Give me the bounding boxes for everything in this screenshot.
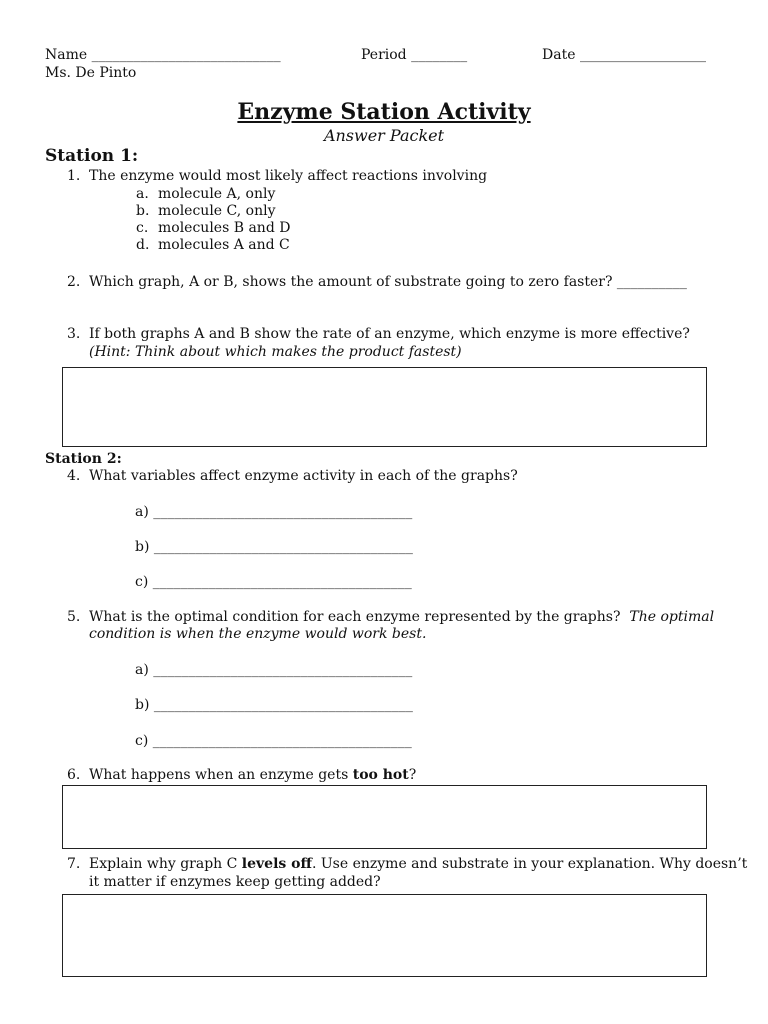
question-4-number: 4. (67, 468, 81, 484)
option-text: molecules A and C (158, 237, 290, 253)
answer-line-4c[interactable] (135, 574, 412, 591)
answer-box-6[interactable] (62, 785, 707, 849)
question-3-number: 3. (67, 326, 81, 342)
question-5-italic-1: The optimal (629, 609, 715, 625)
question-7-bold: levels off (241, 856, 312, 872)
option-text: molecule A, only (158, 186, 276, 202)
option-letter: b. (136, 203, 150, 219)
option-1b[interactable] (136, 203, 275, 220)
answer-blank[interactable]: _____________________________________ (153, 539, 413, 555)
answer-line-5a[interactable] (135, 662, 412, 679)
blank-letter: b) (135, 539, 150, 555)
blank-letter: c) (135, 733, 149, 749)
name-blank[interactable]: ___________________________ (91, 47, 281, 63)
question-3-text: If both graphs A and B show the rate of an enzyme, which enzyme is more effective? (89, 326, 690, 342)
question-6 (67, 767, 416, 784)
answer-box-3[interactable] (62, 367, 707, 447)
question-5 (67, 609, 714, 626)
answer-box-7[interactable] (62, 894, 707, 977)
name-label: Name (45, 47, 92, 63)
question-7-text: Explain why graph C (89, 856, 242, 872)
option-letter: a. (136, 186, 149, 202)
period-blank[interactable]: ________ (411, 47, 468, 63)
question-3 (67, 326, 690, 343)
date-blank[interactable]: __________________ (579, 47, 706, 63)
question-1 (67, 168, 487, 185)
question-5-italic-2: condition is when the enzyme would work best. (89, 626, 427, 642)
option-1a[interactable] (136, 186, 275, 203)
question-3-hint: (Hint: Think about which makes the product fastest) (89, 344, 462, 360)
blank-letter: a) (135, 504, 149, 520)
page-subtitle: Answer Packet (323, 126, 445, 145)
option-text: molecules B and D (158, 220, 291, 236)
question-6-number: 6. (67, 767, 81, 783)
answer-blank[interactable]: _____________________________________ (152, 574, 412, 590)
period-label: Period (361, 47, 412, 63)
option-1c[interactable] (136, 220, 290, 237)
station2-heading: Station 2: (45, 451, 122, 467)
blank-letter: c) (135, 574, 149, 590)
page-title: Enzyme Station Activity (237, 99, 531, 125)
question-2[interactable] (67, 274, 687, 291)
question-7-line2: it matter if enzymes keep getting added? (89, 874, 381, 890)
question-6-end: ? (408, 767, 417, 783)
answer-blank[interactable]: _____________________________________ (153, 662, 413, 678)
teacher-name: Ms. De Pinto (45, 65, 137, 81)
question-2-text: Which graph, A or B, shows the amount of substrate going to zero faster? __________ (89, 274, 687, 290)
question-2-number: 2. (67, 274, 81, 290)
option-1d[interactable] (136, 237, 290, 254)
question-4-text: What variables affect enzyme activity in each of the graphs? (89, 468, 518, 484)
option-letter: d. (136, 237, 150, 253)
answer-line-5b[interactable] (135, 697, 413, 714)
question-6-bold: too hot (352, 767, 409, 783)
answer-line-5c[interactable] (135, 733, 412, 750)
blank-letter: a) (135, 662, 149, 678)
answer-blank[interactable]: _____________________________________ (153, 697, 413, 713)
answer-line-4b[interactable] (135, 539, 413, 556)
period-field[interactable] (361, 47, 467, 64)
question-4 (67, 468, 518, 485)
question-6-text: What happens when an enzyme gets (89, 767, 353, 783)
question-1-number: 1. (67, 168, 81, 184)
question-7 (67, 856, 747, 873)
name-field[interactable] (45, 47, 281, 64)
question-5-number: 5. (67, 609, 81, 625)
date-field[interactable] (542, 47, 706, 64)
date-label: Date (542, 47, 580, 63)
question-7-number: 7. (67, 856, 81, 872)
station1-heading: Station 1: (45, 146, 139, 166)
option-letter: c. (136, 220, 149, 236)
answer-blank[interactable]: _____________________________________ (152, 733, 412, 749)
question-7-end: . Use enzyme and substrate in your explanation. Why doesn’t (311, 856, 748, 872)
option-text: molecule C, only (158, 203, 276, 219)
answer-blank[interactable]: _____________________________________ (153, 504, 413, 520)
question-1-text: The enzyme would most likely affect reactions involving (89, 168, 488, 184)
question-5-text: What is the optimal condition for each enzyme represented by the graphs? (89, 609, 621, 625)
answer-line-4a[interactable] (135, 504, 412, 521)
blank-letter: b) (135, 697, 150, 713)
